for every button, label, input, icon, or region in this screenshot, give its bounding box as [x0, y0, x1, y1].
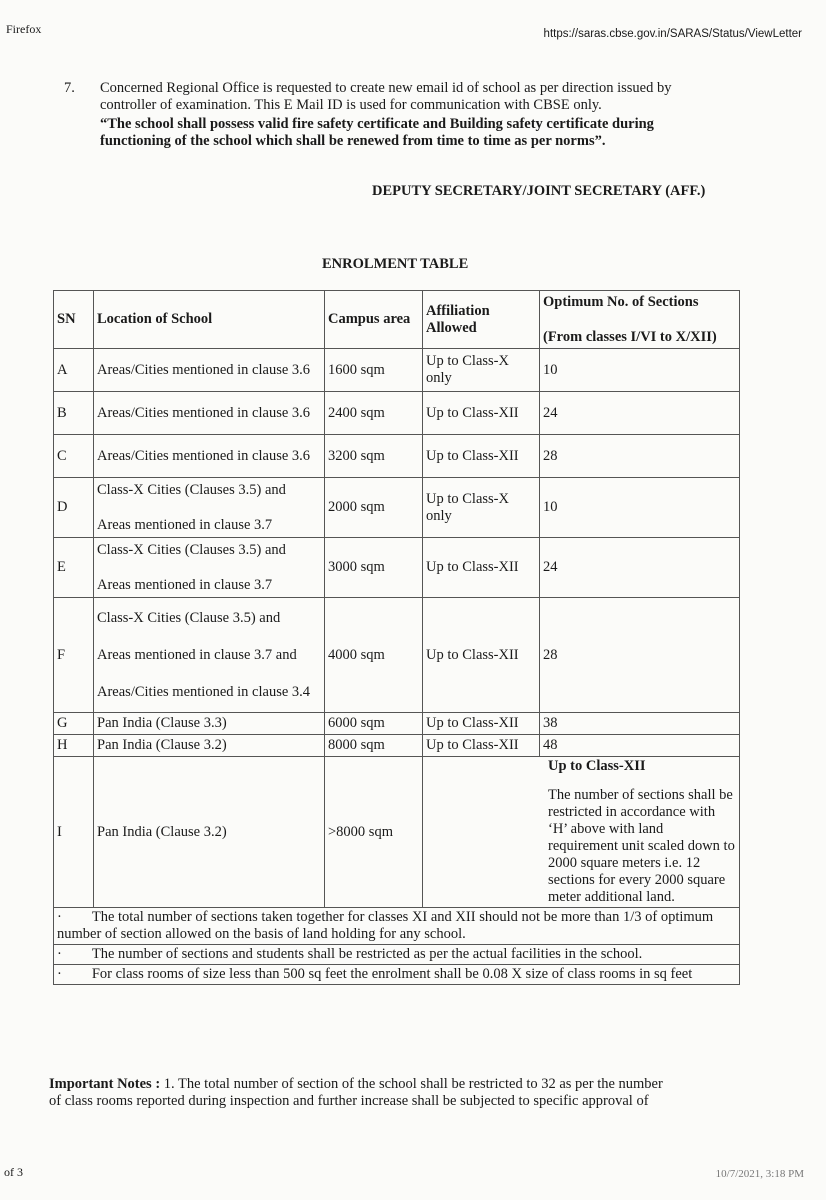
row-location [94, 538, 325, 598]
table-title: ENROLMENT TABLE [322, 256, 469, 272]
row-location: Areas/Cities mentioned in clause 3.6 [94, 435, 325, 478]
table-header-row [54, 291, 740, 349]
enrolment-table [53, 290, 740, 985]
row-sn: D [54, 478, 94, 538]
row-campus-area: 3200 sqm [325, 435, 423, 478]
row-sections: 24 [540, 392, 740, 435]
row-affiliation: Up to Class-XII [423, 713, 540, 735]
row-affiliation: Up to Class-XII [423, 435, 540, 478]
row-location: Areas/Cities mentioned in clause 3.6 [94, 392, 325, 435]
row-location: Pan India (Clause 3.2) [94, 757, 325, 908]
row-campus-area: 2400 sqm [325, 392, 423, 435]
row-location: Pan India (Clause 3.2) [94, 735, 325, 757]
point-7-text [100, 80, 740, 150]
row-campus-area: 3000 sqm [325, 538, 423, 598]
browser-name: Firefox [6, 22, 42, 36]
table-row [54, 435, 740, 478]
header-optimum [540, 291, 740, 349]
row-location-line-3: Areas/Cities mentioned in clause 3.4 [97, 683, 311, 700]
header-campus-area: Campus area [325, 291, 423, 349]
row-location-line-2: Areas mentioned in clause 3.7 [97, 576, 273, 593]
row-affiliation: Up to Class-XII [423, 598, 540, 713]
point-7-bold-line-1: “The school shall possess valid fire safety certificate and Building safety certificate during [100, 116, 654, 132]
table-row [54, 598, 740, 713]
note-text: The total number of sections taken together for classes XI and XII should not be more than 1/3 of optimum number of section allowed on the basis of land holding for any school. [57, 909, 714, 942]
row-location [94, 598, 325, 713]
note-text: For class rooms of size less than 500 sq feet the enrolment shall be 0.08 X size of class rooms in sq feet [91, 966, 693, 982]
table-note [54, 908, 740, 945]
header-sn: SN [54, 291, 94, 349]
row-sn: E [54, 538, 94, 598]
signature-designation: DEPUTY SECRETARY/JOINT SECRETARY (AFF.) [372, 183, 706, 199]
row-sections: 24 [540, 538, 740, 598]
row-sections: The number of sections shall be restricted in accordance with ‘H’ above with land requirement unit scaled down to 2000 square meters i.e. 12 sections for every 2000 square meter additional land. [548, 787, 735, 905]
point-7-line-2: controller of examination. This E Mail ID is used for communication with CBSE only. [100, 97, 602, 113]
row-affiliation: Up to Class-XII [423, 392, 540, 435]
header-affiliation: Affiliation Allowed [423, 291, 540, 349]
row-location: Pan India (Clause 3.3) [94, 713, 325, 735]
row-location: Areas/Cities mentioned in clause 3.6 [94, 349, 325, 392]
row-campus-area: 8000 sqm [325, 735, 423, 757]
note-bullet: · [57, 966, 62, 982]
row-location-line-2: Areas mentioned in clause 3.7 and [97, 646, 297, 663]
row-affiliation-sections [423, 757, 740, 908]
row-affiliation: Up to Class-XII [423, 735, 540, 757]
row-sn: G [54, 713, 94, 735]
table-row [54, 538, 740, 598]
row-location-line-1: Class-X Cities (Clauses 3.5) and [97, 541, 286, 558]
row-location [94, 478, 325, 538]
header-optimum-line-1: Optimum No. of Sections [543, 293, 699, 310]
row-location-line-1: Class-X Cities (Clauses 3.5) and [97, 481, 286, 498]
row-sn: F [54, 598, 94, 713]
row-sn: H [54, 735, 94, 757]
table-note-row [54, 908, 740, 945]
table-note [54, 965, 740, 985]
table-row [54, 478, 740, 538]
row-sections: 48 [540, 735, 740, 757]
important-notes-text-2: of class rooms reported during inspection and further increase shall be subjected to specific approval of [49, 1093, 649, 1109]
table-row [54, 757, 740, 908]
row-affiliation: Up to Class-X only [423, 349, 540, 392]
note-bullet: · [57, 909, 62, 925]
print-timestamp: 10/7/2021, 3:18 PM [715, 1168, 804, 1180]
row-sections: 10 [540, 349, 740, 392]
point-7-line-1: Concerned Regional Office is requested to create new email id of school as per direction issued by [100, 80, 672, 96]
table-row [54, 349, 740, 392]
point-number: 7. [64, 80, 75, 96]
row-sections: 10 [540, 478, 740, 538]
page-count: of 3 [4, 1165, 23, 1179]
row-campus-area: 2000 sqm [325, 478, 423, 538]
row-affiliation: Up to Class-XII [548, 758, 646, 774]
important-notes-text-1: 1. The total number of section of the school shall be restricted to 32 as per the number [163, 1076, 663, 1092]
row-sn: A [54, 349, 94, 392]
important-notes-label: Important Notes : [49, 1076, 161, 1092]
row-location-line-2: Areas mentioned in clause 3.7 [97, 516, 273, 533]
row-campus-area: 6000 sqm [325, 713, 423, 735]
row-sections: 28 [540, 435, 740, 478]
row-sn: B [54, 392, 94, 435]
row-campus-area: >8000 sqm [325, 757, 423, 908]
table-note [54, 945, 740, 965]
row-location-line-1: Class-X Cities (Clause 3.5) and [97, 609, 281, 626]
table-row [54, 713, 740, 735]
point-7-bold-line-2: functioning of the school which shall be renewed from time to time as per norms”. [100, 133, 606, 149]
row-sn: C [54, 435, 94, 478]
row-campus-area: 1600 sqm [325, 349, 423, 392]
header-location: Location of School [94, 291, 325, 349]
row-sections: 28 [540, 598, 740, 713]
page-url: https://saras.cbse.gov.in/SARAS/Status/ViewLetter [543, 28, 802, 40]
table-note-row [54, 945, 740, 965]
table-note-row [54, 965, 740, 985]
row-affiliation: Up to Class-X only [423, 478, 540, 538]
row-sections: 38 [540, 713, 740, 735]
row-sn: I [54, 757, 94, 908]
row-affiliation: Up to Class-XII [423, 538, 540, 598]
header-optimum-line-2: (From classes I/VI to X/XII) [543, 328, 717, 345]
table-row [54, 735, 740, 757]
important-notes [49, 1076, 749, 1110]
row-campus-area: 4000 sqm [325, 598, 423, 713]
table-row [54, 392, 740, 435]
note-bullet: · [57, 946, 62, 962]
note-text: The number of sections and students shall be restricted as per the actual facilities in the school. [91, 946, 643, 962]
